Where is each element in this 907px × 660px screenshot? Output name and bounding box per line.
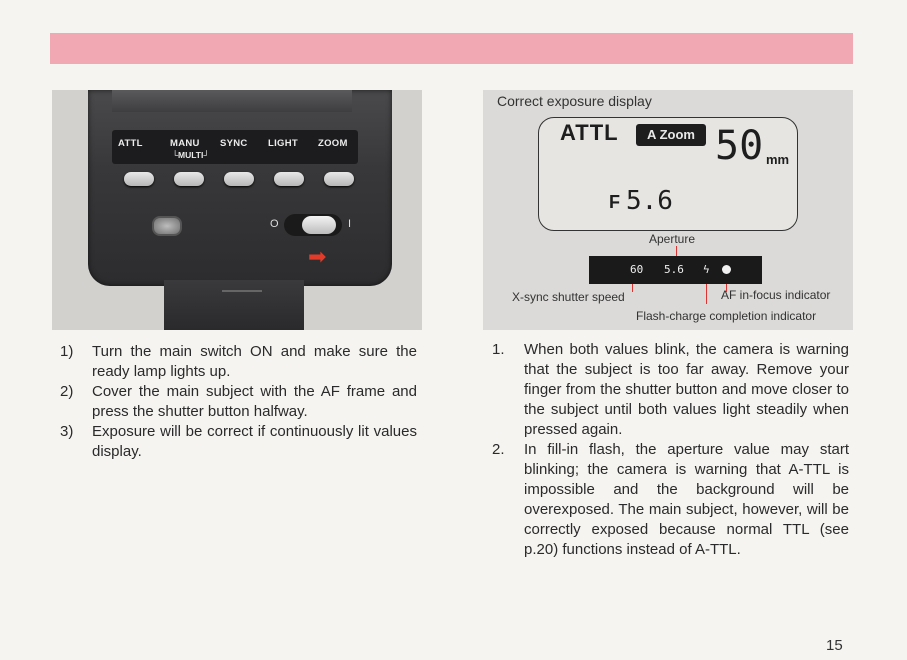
- list-text: When both values blink, the camera is warning that the subject is too far away. Remove your finger from the shutter button and move closer to the subject until both values light steadily when pressed again.: [524, 341, 849, 438]
- list-text: Cover the main subject with the AF frame and press the shutter button halfway.: [92, 383, 417, 420]
- flash-leader: [706, 284, 707, 304]
- list-item: [492, 340, 849, 440]
- list-number: 1): [60, 343, 74, 360]
- right-arrow-icon: ➡: [308, 244, 327, 269]
- vf-aperture: 5.6: [664, 263, 684, 276]
- lcd-mode-text: ATTL: [560, 120, 619, 145]
- mode-label-sync: SYNC: [220, 138, 248, 149]
- list-text: Exposure will be correct if continuously lit values display.: [92, 423, 417, 460]
- lcd-zoom-value: 50: [715, 123, 764, 169]
- list-text: Turn the main switch ON and make sure the ready lamp lights up.: [92, 343, 417, 380]
- switch-on-mark: I: [348, 218, 352, 230]
- manu-button: [174, 172, 204, 186]
- af-indicator-dot: [722, 265, 731, 274]
- flash-head: [112, 90, 352, 112]
- list-item: [60, 382, 417, 422]
- af-label: AF in-focus indicator: [721, 288, 831, 302]
- main-switch-knob: [302, 216, 336, 234]
- xsync-label: X-sync shutter speed: [512, 290, 625, 304]
- page-number: 15: [826, 637, 843, 654]
- multi-label: └MULTI┘: [172, 150, 210, 160]
- list-text: In fill-in flash, the aperture value may start blinking; the camera is warning that A-TTL is impossible and the background will be overexposed. The main subject, however, will be correctly exposed because normal TTL (see p.20) functions instead of A-TTL.: [524, 441, 849, 558]
- flash-label: Flash-charge completion indicator: [636, 309, 817, 323]
- foot-mark: [222, 290, 262, 292]
- mode-label-manu: MANU: [170, 138, 200, 149]
- figure-caption: Correct exposure display: [497, 93, 652, 109]
- vf-flash-symbol: ϟ: [703, 263, 710, 276]
- switch-off-mark: O: [270, 218, 279, 230]
- mode-label-light: LIGHT: [268, 138, 298, 149]
- aperture-leader: [676, 246, 677, 256]
- zoom-button: [324, 172, 354, 186]
- attl-button: [124, 172, 154, 186]
- right-notes-list: [492, 340, 849, 560]
- mode-label-attl: ATTL: [118, 138, 143, 149]
- list-item: [492, 440, 849, 560]
- list-number: 2): [60, 383, 74, 400]
- lcd-f-label: F: [609, 192, 620, 212]
- lcd-zoom-unit: mm: [766, 152, 790, 167]
- ready-lamp: [152, 216, 182, 236]
- mode-label-zoom: ZOOM: [318, 138, 348, 149]
- list-number: 1.: [492, 341, 505, 358]
- list-number: 3): [60, 423, 74, 440]
- flash-unit-photo: [52, 90, 422, 330]
- lcd-aperture-value: 5.6: [626, 186, 673, 216]
- sync-button: [224, 172, 254, 186]
- flash-body: [88, 90, 392, 286]
- left-steps-list: [60, 342, 417, 462]
- light-button: [274, 172, 304, 186]
- lcd-a-zoom-badge: A Zoom: [636, 124, 706, 146]
- list-number: 2.: [492, 441, 505, 458]
- flash-foot: [164, 280, 304, 330]
- header-band: [50, 33, 853, 64]
- aperture-label: Aperture: [649, 232, 696, 246]
- list-item: [60, 422, 417, 462]
- list-item: [60, 342, 417, 382]
- vf-shutter-speed: 60: [630, 263, 644, 276]
- xsync-leader: [632, 284, 633, 292]
